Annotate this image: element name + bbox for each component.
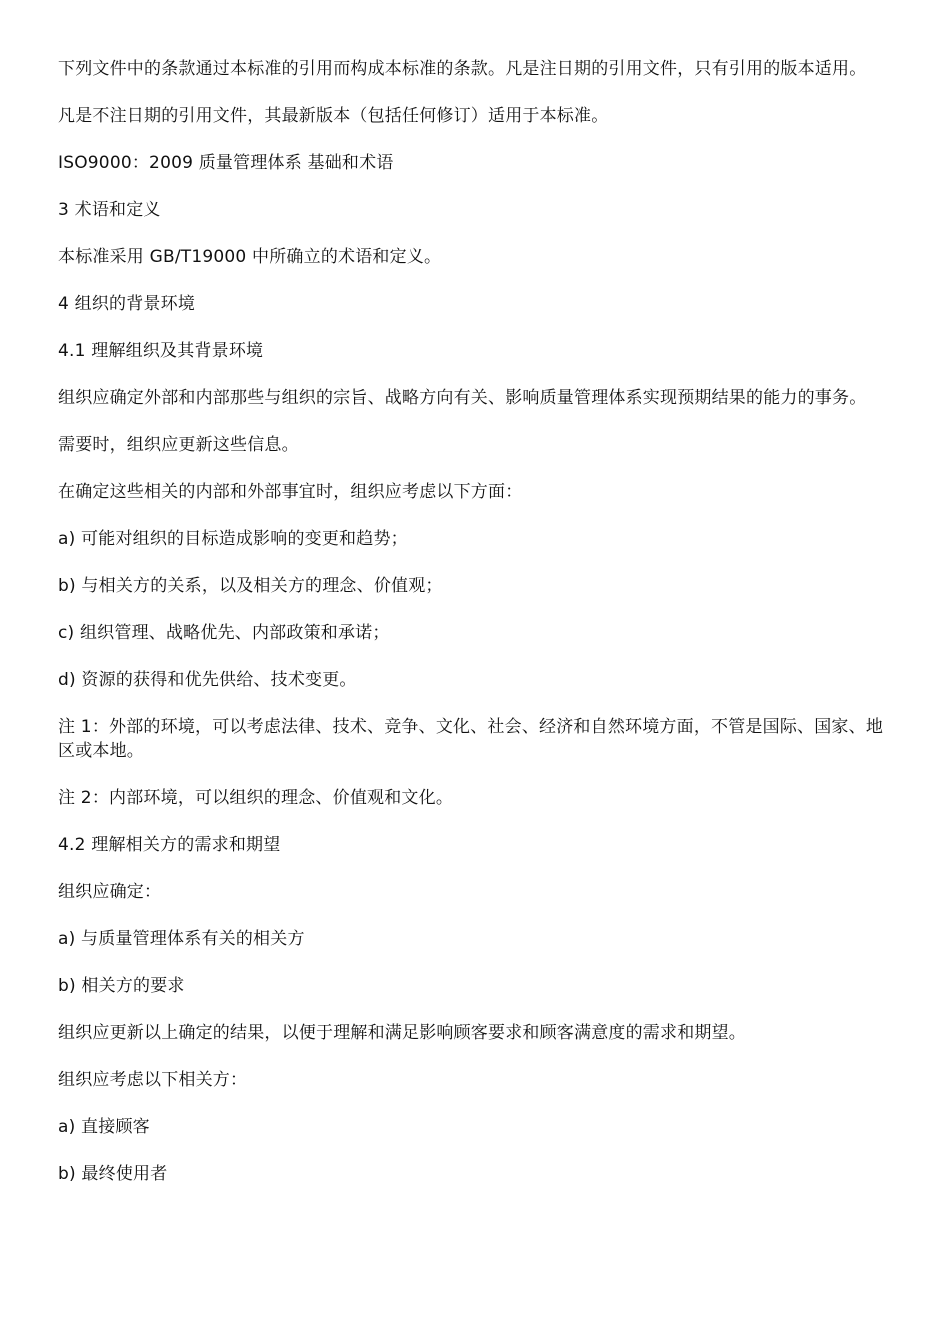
paragraph-update-results: 组织应更新以上确定的结果，以便于理解和满足影响顾客要求和顾客满意度的需求和期望。 xyxy=(58,1023,746,1043)
list-item-a: a) 可能对组织的目标造成影响的变更和趋势； xyxy=(58,529,408,549)
list-item-c: c) 组织管理、战略优先、内部政策和承诺； xyxy=(58,623,390,643)
list-item-b: b) 与相关方的关系，以及相关方的理念、价值观； xyxy=(58,576,443,596)
document-page xyxy=(58,57,896,1209)
section-heading-4-2: 4.2 理解相关方的需求和期望 xyxy=(58,835,281,855)
list-item-a-interested-parties: a) 与质量管理体系有关的相关方 xyxy=(58,929,305,949)
paragraph-iso9000-reference: ISO9000：2009 质量管理体系 基础和术语 xyxy=(58,153,394,173)
list-item-d: d) 资源的获得和优先供给、技术变更。 xyxy=(58,670,357,690)
list-item-b-end-users: b) 最终使用者 xyxy=(58,1164,168,1184)
paragraph-consider-aspects: 在确定这些相关的内部和外部事宜时，组织应考虑以下方面： xyxy=(58,482,523,502)
list-item-b-requirements: b) 相关方的要求 xyxy=(58,976,185,996)
paragraph-determine-issues: 组织应确定外部和内部那些与组织的宗旨、战略方向有关、影响质量管理体系实现预期结果的能力的事务。 xyxy=(58,388,867,408)
list-item-a-direct-customers: a) 直接顾客 xyxy=(58,1117,150,1137)
paragraph-update-info: 需要时，组织应更新这些信息。 xyxy=(58,435,299,455)
section-heading-4-1: 4.1 理解组织及其背景环境 xyxy=(58,341,264,361)
section-heading-4: 4 组织的背景环境 xyxy=(58,294,196,314)
note-1: 注 1：外部的环境，可以考虑法律、技术、竞争、文化、社会、经济和自然环境方面，不管是国际、国家、地区或本地。 xyxy=(58,717,884,761)
paragraph-terms-adoption: 本标准采用 GB/T19000 中所确立的术语和定义。 xyxy=(58,247,442,267)
section-heading-3: 3 术语和定义 xyxy=(58,200,161,220)
paragraph-undated-references: 凡是不注日期的引用文件，其最新版本（包括任何修订）适用于本标准。 xyxy=(58,106,609,126)
paragraph-org-determine: 组织应确定： xyxy=(58,882,162,902)
paragraph-consider-parties: 组织应考虑以下相关方： xyxy=(58,1070,248,1090)
paragraph-normative-references: 下列文件中的条款通过本标准的引用而构成本标准的条款。凡是注日期的引用文件，只有引用的版本适用。 xyxy=(58,59,867,79)
note-2: 注 2：内部环境，可以组织的理念、价值观和文化。 xyxy=(58,788,454,808)
